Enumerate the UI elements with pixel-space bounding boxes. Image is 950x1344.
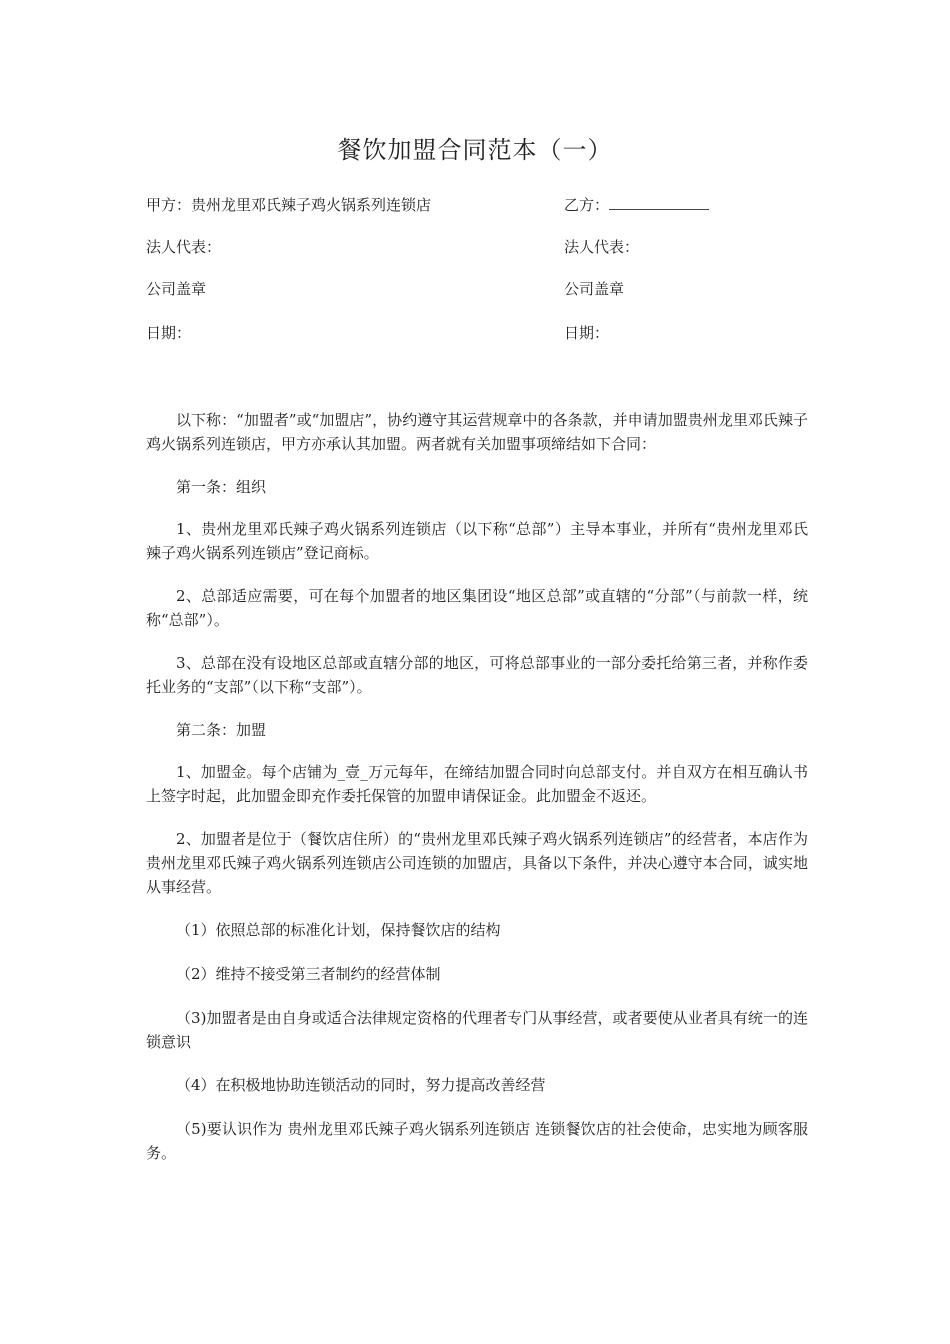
party-a-label: 甲方：贵州龙里邓氏辣子鸡火锅系列连锁店 (146, 196, 432, 214)
clause-paragraph: 2、总部适应需要，可在每个加盟者的地区集团设“地区总部”或直辖的“分部”（与前款一样，统称“总部”）。 (146, 587, 808, 629)
contract-body (146, 408, 808, 1184)
party-b-rep: 法人代表： (564, 238, 640, 256)
article-heading: 第一条：组织 (176, 478, 267, 496)
clause-paragraph: 3、总部在没有设地区总部或直辖分部的地区，可将总部事业的一部分委托给第三者，并称作委托业务的“支部”（以下称“支部”）。 (146, 654, 808, 696)
document-title: 餐饮加盟合同范本（一） (337, 136, 613, 164)
party-a-rep: 法人代表： (146, 238, 222, 256)
clause-paragraph: 2、加盟者是位于（餐饮店住所）的“贵州龙里邓氏辣子鸡火锅系列连锁店”的经营者，本店作为贵州龙里邓氏辣子鸡火锅系列连锁店公司连锁的加盟店，具备以下条件，并决心遵守本合同，诚实地从事经营。 (146, 830, 808, 896)
intro-paragraph: 以下称：“加盟者”或“加盟店”，协约遵守其运营规章中的各条款，并申请加盟贵州龙里邓氏辣子鸡火锅系列连锁店，甲方亦承认其加盟。两者就有关加盟事项缔结如下合同： (146, 411, 808, 453)
party-b-date: 日期： (564, 324, 610, 342)
list-item: （1）依照总部的标准化计划，保持餐饮店的结构 (176, 921, 501, 939)
date-row (146, 322, 816, 344)
list-item: （5)要认识作为 贵州龙里邓氏辣子鸡火锅系列连锁店 连锁餐饮店的社会使命，忠实地为顾客服务。 (146, 1120, 808, 1162)
party-b-blank-line (609, 195, 709, 210)
party-a-date: 日期： (146, 324, 192, 342)
party-a-seal: 公司盖章 (146, 280, 207, 298)
article-heading: 第二条：加盟 (176, 721, 267, 739)
party-row (146, 194, 816, 216)
list-item: （2）维持不接受第三者制约的经营体制 (176, 965, 441, 983)
party-b-label: 乙方： (564, 196, 610, 214)
clause-paragraph: 1、贵州龙里邓氏辣子鸡火锅系列连锁店（以下称“总部”）主导本事业，并所有“贵州龙里邓氏辣子鸡火锅系列连锁店”登记商标。 (146, 520, 808, 562)
party-b-seal: 公司盖章 (564, 280, 625, 298)
list-item: （4）在积极地协助连锁活动的同时，努力提高改善经营 (176, 1076, 546, 1094)
seal-row (146, 278, 816, 300)
rep-row (146, 236, 816, 258)
clause-paragraph: 1、加盟金。每个店铺为_壹_万元每年，在缔结加盟合同时向总部支付。并自双方在相互确认书上签字时起，此加盟金即充作委托保管的加盟申请保证金。此加盟金不返还。 (146, 763, 808, 805)
list-item: （3)加盟者是由自身或适合法律规定资格的代理者专门从事经营，或者要使从业者具有统一的连锁意识 (146, 1009, 808, 1051)
party-b-field (564, 194, 709, 215)
